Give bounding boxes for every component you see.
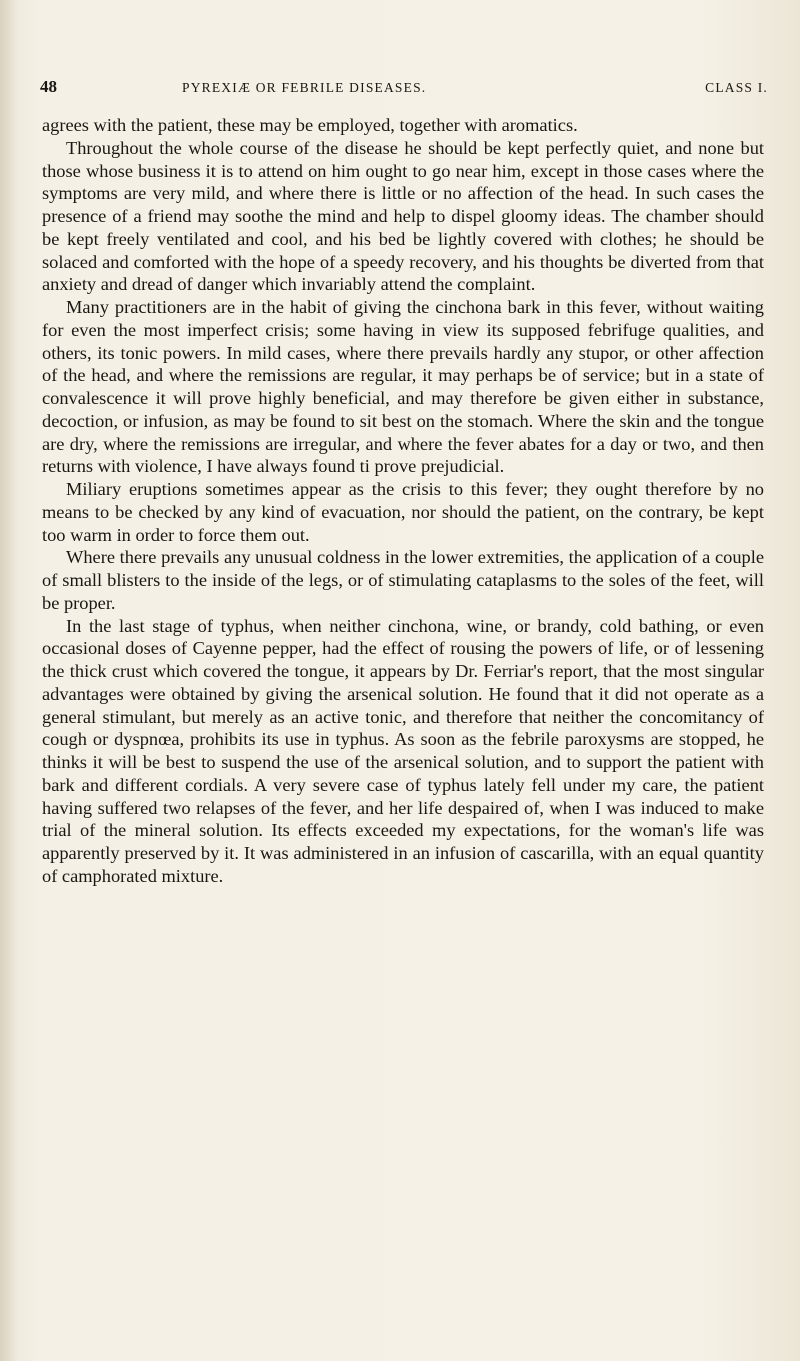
page-gutter-shadow xyxy=(0,0,18,1361)
running-title: PYREXIÆ OR FEBRILE DISEASES. xyxy=(182,80,427,95)
body-text xyxy=(42,114,764,888)
paragraph-cinchona-bark: Many practitioners are in the habit of giving the cinchona bark in this fever, without waiting for even the most imperfect crisis; some having in view its supposed febrifuge qualities, and others, its tonic powers. In mild cases, where there prevails hardly any stupor, or other affection of the head, and where the remissions are regular, it may perhaps be of service; but in a state of convalescence it will prove highly beneficial, and may therefore be given either in substance, decoction, or infusion, as may be found to sit best on the stomach. Where the skin and the tongue are dry, where the remissions are irregular, and where the fever abates for a day or two, and then returns with violence, I have always found ti prove prejudicial. xyxy=(42,297,764,477)
paragraph-cold-extremities: Where there prevails any unusual coldness in the lower extremities, the application of a couple of small blisters to the inside of the legs, or of stimulating cataplasms to the soles of the feet, will be proper. xyxy=(42,547,764,613)
paragraph-arsenical-solution: In the last stage of typhus, when neither cinchona, wine, or brandy, cold bathing, or even occasional doses of Cayenne pepper, had the effect of rousing the powers of life, or of lessening the thick crust which covered the tongue, it appears by Dr. Ferriar's report, that the most singular advantages were obtained by giving the arsenical solution. He found that it did not operate as a general stimulant, but merely as an active tonic, and therefore that neither the concomitancy of cough or dyspnœa, prohibits its use in typhus. As soon as the febrile paroxysms are stopped, he thinks it will be best to suspend the use of the arsenical solution, and to support the patient with bark and different cordials. A very severe case of typhus lately fell under my care, the patient having suffered two relapses of the fever, and her life despaired of, when I was induced to make trial of the mineral solution. Its effects exceeded my expectations, for the woman's life was apparently preserved by it. It was administered in an infusion of cascarilla, with an equal quantity of camphorated mixture. xyxy=(42,615,764,886)
page-number: 48 xyxy=(40,77,57,96)
paragraph-continuation: agrees with the patient, these may be employed, together with aromatics. xyxy=(42,115,578,135)
paragraph-quiet-and-comfort: Throughout the whole course of the disease he should be kept perfectly quiet, and none but those whose business it is to attend on him ought to go near him, except in those cases where the symptoms are very mild, and where there is little or no affection of the head. In such cases the presence of a friend may soothe the mind and help to dispel gloomy ideas. The chamber should be kept freely ventilated and cool, and his bed be lightly covered with clothes; he should be solaced and comforted with the hope of a speedy recovery, and his thoughts be diverted from that anxiety and dread of danger which invariably attend the complaint. xyxy=(42,137,764,295)
running-section: CLASS I. xyxy=(705,80,768,95)
running-head xyxy=(40,77,770,102)
paragraph-miliary-eruptions: Miliary eruptions sometimes appear as the crisis to this fever; they ought therefore by no means to be checked by any kind of evacuation, nor should the patient, on the contrary, be kept too warm in order to force them out. xyxy=(42,479,764,545)
